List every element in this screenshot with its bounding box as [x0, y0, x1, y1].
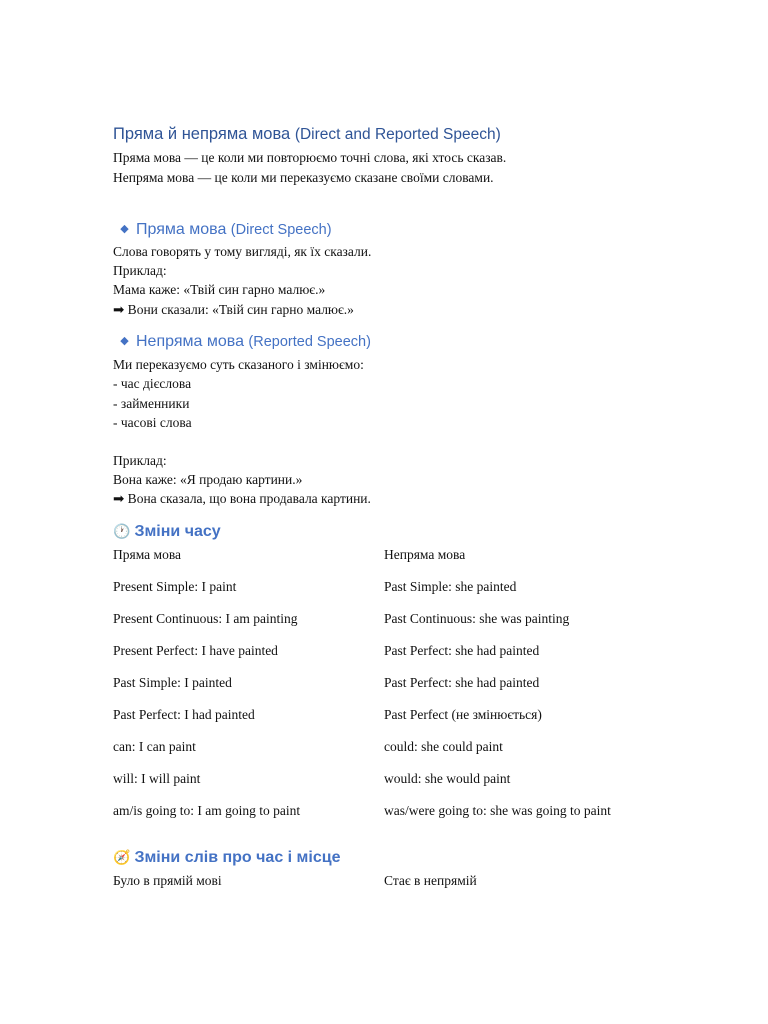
- reported-heading-main: Непряма мова: [136, 333, 244, 350]
- tense-row-direct: Past Perfect: I had painted: [113, 707, 255, 722]
- direct-line-4: ➡ Вони сказали: «Твій син гарно малює.»: [113, 302, 354, 317]
- reported-line-4: - часові слова: [113, 415, 192, 430]
- reported-example-1: Приклад:: [113, 453, 167, 468]
- tense-row-reported: was/were going to: she was going to paint: [384, 803, 611, 818]
- direct-line-1: Слова говорять у тому вигляді, як їх сказали.: [113, 244, 372, 259]
- direct-heading-sub: (Direct Speech): [230, 222, 332, 238]
- direct-line-3: Мама каже: «Твій син гарно малює.»: [113, 282, 326, 297]
- reported-example-3: ➡ Вона сказала, що вона продавала картини.: [113, 491, 371, 506]
- clock-icon: 🕐: [113, 523, 131, 539]
- tense-row-reported: Past Perfect: she had painted: [384, 643, 540, 658]
- tense-row-direct: Past Simple: I painted: [113, 675, 232, 690]
- direct-heading-main: Пряма мова: [136, 221, 227, 238]
- reported-speech-heading: [113, 333, 371, 351]
- word-heading-text: Зміни слів про час і місце: [134, 849, 341, 866]
- tense-col2-header: Непряма мова: [384, 547, 466, 562]
- tense-row-reported: Past Perfect: she had painted: [384, 675, 540, 690]
- tense-heading-text: Зміни часу: [134, 523, 221, 540]
- compass-icon: 🧭: [113, 849, 131, 865]
- tense-row-reported: Past Continuous: she was painting: [384, 611, 570, 626]
- tense-row-reported: would: she would paint: [384, 771, 511, 786]
- diamond-bullet-icon: ◆: [120, 335, 129, 347]
- direct-line-2: Приклад:: [113, 263, 167, 278]
- intro-line-2: Непряма мова — це коли ми переказуємо сказане своїми словами.: [113, 170, 494, 185]
- title-sub: (Direct and Reported Speech): [294, 126, 501, 143]
- word-col2-header: Стає в непрямій: [384, 873, 477, 888]
- direct-speech-heading: [113, 221, 332, 239]
- reported-line-3: - займенники: [113, 396, 190, 411]
- diamond-bullet-icon: ◆: [120, 223, 129, 235]
- tense-row-reported: could: she could paint: [384, 739, 503, 754]
- intro-line-1: Пряма мова — це коли ми повторюємо точні слова, які хтось сказав.: [113, 150, 507, 165]
- tense-row-direct: am/is going to: I am going to paint: [113, 803, 301, 818]
- tense-row-direct: can: I can paint: [113, 739, 196, 754]
- page-title: [113, 125, 501, 144]
- tense-row-direct: Present Simple: I paint: [113, 579, 237, 594]
- tense-row-direct: Present Perfect: I have painted: [113, 643, 278, 658]
- tense-row-reported: Past Simple: she painted: [384, 579, 517, 594]
- reported-example-2: Вона каже: «Я продаю картини.»: [113, 472, 303, 487]
- reported-line-1: Ми переказуємо суть сказаного і змінюємо:: [113, 357, 364, 372]
- tense-changes-heading: [113, 523, 221, 541]
- title-main: Пряма й непряма мова: [113, 125, 291, 143]
- tense-row-reported: Past Perfect (не змінюється): [384, 707, 542, 722]
- word-changes-heading: [113, 849, 340, 867]
- tense-row-direct: will: I will paint: [113, 771, 201, 786]
- reported-heading-sub: (Reported Speech): [248, 334, 371, 350]
- word-col1-header: Було в прямій мові: [113, 873, 222, 888]
- tense-col1-header: Пряма мова: [113, 547, 182, 562]
- reported-line-2: - час дієслова: [113, 376, 192, 391]
- tense-row-direct: Present Continuous: I am painting: [113, 611, 298, 626]
